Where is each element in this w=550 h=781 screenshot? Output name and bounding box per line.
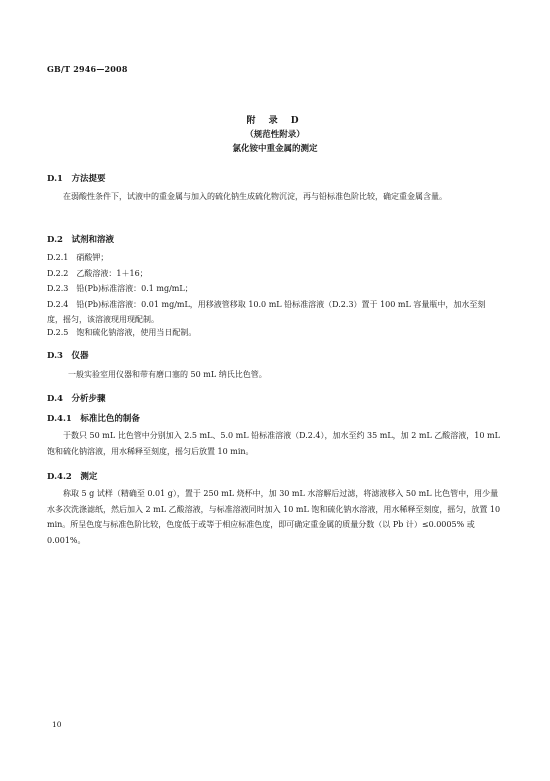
standard-number: GB/T 2946—2008 — [47, 64, 128, 74]
appendix-title: 附 录 D — [246, 116, 304, 126]
section-d3-body: 一般实验室用仪器和带有磨口塞的 50 mL 纳氏比色管。 — [68, 370, 267, 379]
appendix-type: （规范性附录） — [245, 130, 305, 140]
section-d2-item-4: D.2.4 铅(Pb)标准溶液：0.01 mg/mL，用移液管移取 10.0 mL 铅标准溶液（D.2.3）置于 100 mL 容量瓶中，加水至刻度，摇匀，该溶液现用现配制。 — [47, 300, 486, 324]
section-d3-heading: D.3 仪器 — [47, 351, 89, 361]
section-d2-heading: D.2 试剂和溶液 — [47, 235, 114, 245]
section-d1-body: 在弱酸性条件下，试液中的重金属与加入的硫化钠生成硫化物沉淀，再与铅标准色阶比较，确定重金属含量。 — [63, 192, 447, 201]
section-d2-item-5: D.2.5 饱和硫化钠溶液，使用当日配制。 — [47, 328, 197, 337]
section-d41-body: 于数只 50 mL 比色管中分别加入 2.5 mL、5.0 mL 铅标准溶液（D.2.4），加水至约 35 mL，加 2 mL 乙酸溶液，10 mL 饱和硫化钠溶液，用水稀释至刻度，摇匀后放置 10 min。 — [47, 431, 500, 456]
section-d2-item-1: D.2.1 硝酸钾； — [47, 253, 109, 262]
section-d2-item-2: D.2.2 乙酸溶液：1＋16； — [47, 269, 148, 278]
section-d1-heading: D.1 方法提要 — [47, 174, 106, 184]
section-d2-item-3: D.2.3 铅(Pb)标准溶液：0.1 mg/mL； — [47, 284, 193, 293]
page-number: 10 — [52, 720, 62, 729]
section-d42-heading: D.4.2 测定 — [47, 472, 98, 482]
appendix-name: 氯化铵中重金属的测定 — [232, 144, 318, 154]
section-d42-body: 称取 5 g 试样（精确至 0.01 g），置于 250 mL 烧杯中，加 30 mL 水溶解后过滤，将滤液移入 50 mL 比色管中，用少量水多次洗涤滤纸，然后加入 2 mL 乙酸溶液，与标准溶液同时加入 10 mL 饱和硫化钠水溶液，用水稀释至刻度，摇匀，放置 10 min。所呈色度与标准色阶比较，色度低于或等于相应标准色度，即可确定重金属的质量分数（以 Pb 计）≤0.0005% 或 0.001%。 — [47, 489, 501, 545]
section-d41-heading: D.4.1 标准比色的制备 — [47, 414, 140, 424]
section-d4-heading: D.4 分析步骤 — [47, 394, 106, 404]
